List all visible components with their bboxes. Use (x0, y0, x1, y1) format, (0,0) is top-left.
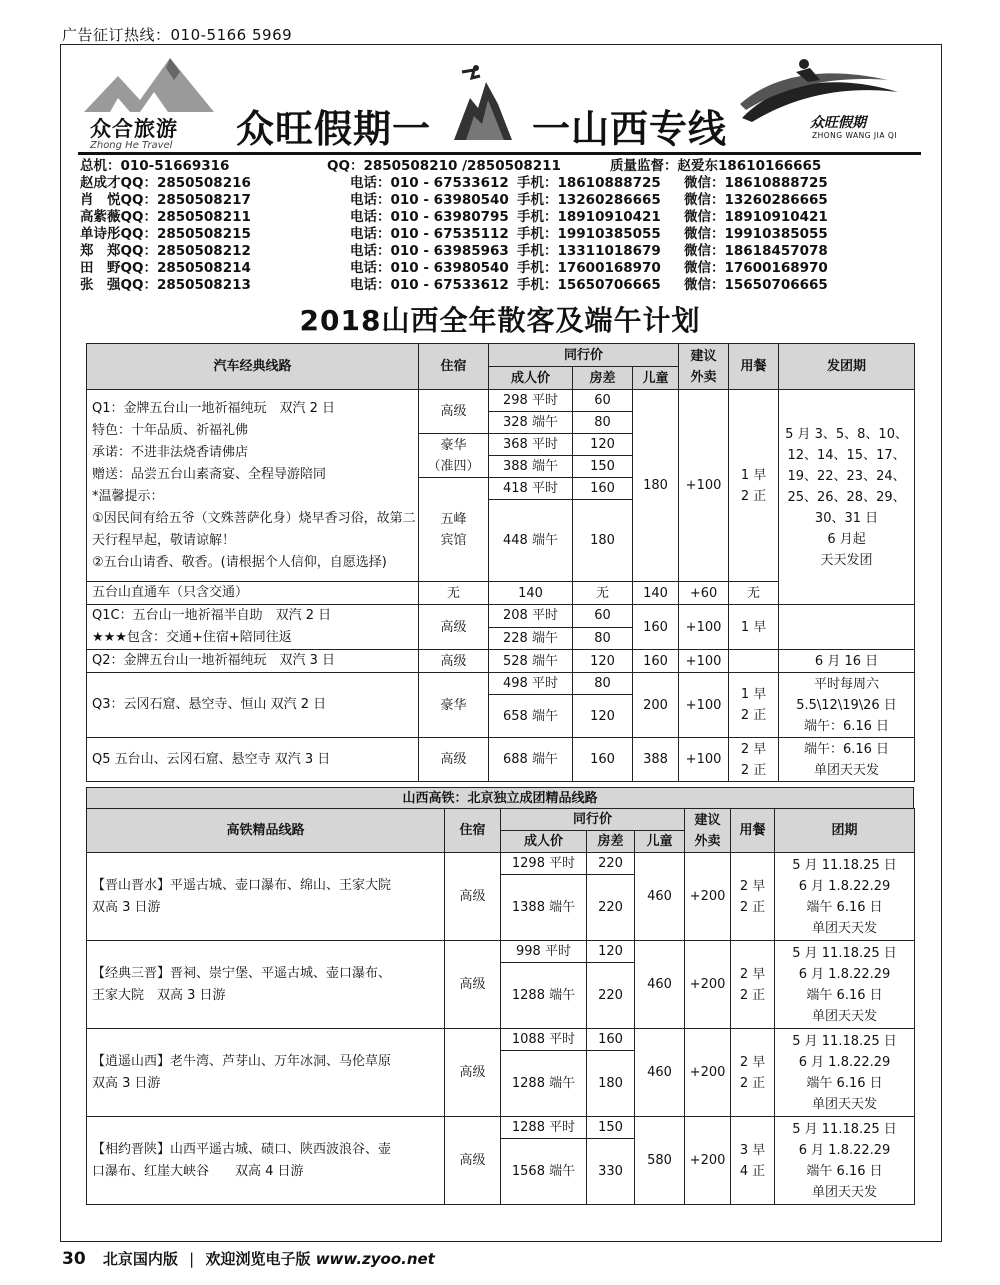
col-suggest-header: 建议 外卖 (679, 344, 729, 390)
brand-left-name: 众合旅游 (90, 117, 178, 141)
q2-room: 120 (573, 650, 633, 673)
col-route-header: 高铁精品线路 (87, 809, 445, 853)
room-cell: 80 (573, 412, 633, 434)
contact-phone: 电话：010 - 63980540 (350, 192, 509, 208)
contact-wechat: 微信：18610888725 (684, 175, 828, 191)
col-adult-header: 成人价 (489, 367, 573, 390)
header-divider (78, 152, 921, 155)
main-qq: QQ：2850508210 /2850508211 (327, 158, 561, 174)
price-cell: 368 平时 (489, 434, 573, 456)
contact-mobile: 手机：19910385055 (517, 226, 661, 242)
rail-child: 460 (635, 1029, 685, 1117)
page-footer (62, 1248, 435, 1269)
q3-route: Q3：云冈石窟、悬空寺、恒山 双汽 2 日 (87, 673, 419, 738)
price-cell: 1288 平时 (501, 1117, 587, 1139)
rail-dates: 5 月 11.18.25 日 6 月 1.8.22.29 端午 6.16 日 单团天天发 (775, 853, 915, 941)
contact-phone: 电话：010 - 67533612 (350, 175, 509, 191)
room-cell: 60 (573, 390, 633, 412)
footer-separator: | (189, 1250, 195, 1268)
price-cell: 388 端午 (489, 456, 573, 478)
contact-row (80, 260, 920, 277)
q1-meal: 1 早 2 正 (729, 390, 779, 582)
rail-child: 460 (635, 941, 685, 1029)
rail-child: 460 (635, 853, 685, 941)
col-dates-header: 发团期 (779, 344, 915, 390)
q1-child: 180 (633, 390, 679, 582)
col-peer-price-header: 同行价 (501, 809, 685, 831)
room-cell: 150 (573, 456, 633, 478)
contact-wechat: 微信：17600168970 (684, 260, 828, 276)
room-cell: 150 (587, 1117, 635, 1139)
price-cell: 1298 平时 (501, 853, 587, 875)
rail-routes-table (86, 808, 915, 1205)
brand-left-en: Zhong He Travel (90, 140, 173, 151)
rail-suggest: +200 (685, 853, 731, 941)
bus-meal: 无 (729, 582, 779, 605)
contact-wechat: 微信：15650706665 (684, 277, 828, 293)
contact-row (80, 226, 920, 243)
switchboard: 总机：010-51669316 (80, 158, 230, 174)
contact-phone: 电话：010 - 67535112 (350, 226, 509, 242)
headline-part1: 众旺假期一 (236, 107, 432, 151)
q5-adult: 688 端午 (489, 738, 573, 782)
contact-wechat: 微信：13260286665 (684, 192, 828, 208)
price-cell: 1288 端午 (501, 1051, 587, 1117)
col-child-header: 儿童 (635, 831, 685, 853)
page-number: 30 (62, 1249, 86, 1269)
contact-row (80, 192, 920, 209)
contact-mobile: 手机：15650706665 (517, 277, 661, 293)
q3-child: 200 (633, 673, 679, 738)
room-cell: 160 (573, 478, 633, 500)
bus-room: 无 (573, 582, 633, 605)
contact-phone: 电话：010 - 63980795 (350, 209, 509, 225)
welcome-text: 欢迎浏览电子版 (205, 1250, 311, 1268)
room-cell: 180 (587, 1051, 635, 1117)
rail-route: 【逍遥山西】老牛湾、芦芽山、万年冰洞、马伦草原 双高 3 日游 (87, 1029, 445, 1117)
q3-meal: 1 早 2 正 (729, 673, 779, 738)
contact-mobile: 手机：18910910421 (517, 209, 661, 225)
q3-stay: 豪华 (419, 673, 489, 738)
col-adult-header: 成人价 (501, 831, 587, 853)
website-link[interactable]: www.zyoo.net (315, 1250, 435, 1268)
rail-suggest: +200 (685, 1117, 731, 1205)
rail-meal: 3 早 4 正 (731, 1117, 775, 1205)
rail-child: 580 (635, 1117, 685, 1205)
rail-dates: 5 月 11.18.25 日 6 月 1.8.22.29 端午 6.16 日 单团天天发 (775, 1117, 915, 1205)
room-cell: 220 (587, 875, 635, 941)
col-peer-price-header: 同行价 (489, 344, 679, 367)
col-suggest-header: 建议 外卖 (685, 809, 731, 853)
col-stay-header: 住宿 (419, 344, 489, 390)
page-title: 2018山西全年散客及端午计划 (299, 304, 701, 337)
ad-hotline: 广告征订热线：010-5166 5969 (62, 26, 293, 44)
q5-dates: 端午：6.16 日 单团天天发 (779, 738, 915, 782)
bus-adult: 140 (489, 582, 573, 605)
col-meal-header: 用餐 (729, 344, 779, 390)
q5-stay: 高级 (419, 738, 489, 782)
bus-suggest: +60 (679, 582, 729, 605)
room-cell: 60 (573, 605, 633, 628)
bus-stay: 无 (419, 582, 489, 605)
rail-meal: 2 早 2 正 (731, 1029, 775, 1117)
price-cell: 418 平时 (489, 478, 573, 500)
contact-row (80, 277, 920, 294)
q3-suggest: +100 (679, 673, 729, 738)
price-cell: 1568 端午 (501, 1139, 587, 1205)
bus-child: 140 (633, 582, 679, 605)
rail-dates: 5 月 11.18.25 日 6 月 1.8.22.29 端午 6.16 日 单团天天发 (775, 941, 915, 1029)
contact-wechat: 微信：19910385055 (684, 226, 828, 242)
room-cell: 160 (587, 1029, 635, 1051)
rail-stay: 高级 (445, 853, 501, 941)
contact-block (80, 158, 920, 294)
rail-suggest: +200 (685, 1029, 731, 1117)
price-cell: 658 端午 (489, 695, 573, 738)
contact-mobile: 手机：13311018679 (517, 243, 661, 259)
contact-phone: 电话：010 - 67533612 (350, 277, 509, 293)
rail-meal: 2 早 2 正 (731, 941, 775, 1029)
contact-wechat: 微信：18618457078 (684, 243, 828, 259)
q5-child: 388 (633, 738, 679, 782)
bus-route: 五台山直通车（只含交通） (87, 582, 419, 605)
q1c-stay: 高级 (419, 605, 489, 650)
price-cell: 208 平时 (489, 605, 573, 628)
contact-phone: 电话：010 - 63985963 (350, 243, 509, 259)
col-dates-header: 团期 (775, 809, 915, 853)
room-cell: 220 (587, 853, 635, 875)
q5-room: 160 (573, 738, 633, 782)
price-cell: 448 端午 (489, 500, 573, 582)
q1c-suggest: +100 (679, 605, 729, 650)
q2-dates: 6 月 16 日 (779, 650, 915, 673)
rail-route: 【经典三晋】晋祠、崇宁堡、平遥古城、壶口瀑布、 王家大院 双高 3 日游 (87, 941, 445, 1029)
room-cell: 330 (587, 1139, 635, 1205)
col-room-header: 房差 (573, 367, 633, 390)
col-stay-header: 住宿 (445, 809, 501, 853)
contact-row (80, 175, 920, 192)
col-route-header: 汽车经典线路 (87, 344, 419, 390)
contact-row (80, 243, 920, 260)
rail-stay: 高级 (445, 1117, 501, 1205)
room-cell: 80 (573, 627, 633, 650)
price-cell: 498 平时 (489, 673, 573, 695)
rail-suggest: +200 (685, 941, 731, 1029)
rail-stay: 高级 (445, 941, 501, 1029)
quality-supervisor: 质量监督：赵爱东18610166665 (610, 158, 822, 174)
contact-qq: 田 野QQ：2850508214 (80, 260, 251, 276)
q1-suggest: +100 (679, 390, 729, 582)
mountain-logo-icon (80, 56, 220, 116)
rail-route: 【晋山晋水】平遥古城、壶口瀑布、绵山、王家大院 双高 3 日游 (87, 853, 445, 941)
rail-band-title: 山西高铁：北京独立成团精品线路 (87, 788, 914, 810)
contact-qq: 单诗彤QQ：2850508215 (80, 226, 251, 242)
rail-dates: 5 月 11.18.25 日 6 月 1.8.22.29 端午 6.16 日 单团天天发 (775, 1029, 915, 1117)
contact-qq: 肖 悦QQ：2850508217 (80, 192, 251, 208)
q1c-description: Q1C：五台山一地祈福半自助 双汽 2 日 ★★★包含：交通+住宿+陪同往返 (87, 605, 419, 650)
q1-stay-b: 豪华 （准四） (419, 434, 489, 478)
q5-route: Q5 五台山、云冈石窟、悬空寺 双汽 3 日 (87, 738, 419, 782)
col-child-header: 儿童 (633, 367, 679, 390)
brand-right-name: 众旺假期 (810, 115, 866, 131)
price-cell: 1288 端午 (501, 963, 587, 1029)
room-cell: 120 (587, 941, 635, 963)
contact-mobile: 手机：13260286665 (517, 192, 661, 208)
q1c-dates (779, 605, 915, 650)
rail-stay: 高级 (445, 1029, 501, 1117)
col-meal-header: 用餐 (731, 809, 775, 853)
price-cell: 1388 端午 (501, 875, 587, 941)
contact-qq: 张 强QQ：2850508213 (80, 277, 251, 293)
brand-right-en: ZHONG WANG JIA QI (812, 131, 897, 140)
q1-dates: 5 月 3、5、8、10、 12、14、15、17、 19、22、23、24、 25、26、28、29、 30、31 日 6 月起 天天发团 (779, 390, 915, 605)
q2-route: Q2：金牌五台山一地祈福纯玩 双汽 3 日 (87, 650, 419, 673)
contact-phone: 电话：010 - 63980540 (350, 260, 509, 276)
rail-route: 【相约晋陕】山西平遥古城、碛口、陕西波浪谷、壶 口瀑布、红崖大峡谷 双高 4 日游 (87, 1117, 445, 1205)
q1-stay-c: 五峰 宾馆 (419, 478, 489, 582)
q1c-child: 160 (633, 605, 679, 650)
price-cell: 1088 平时 (501, 1029, 587, 1051)
bus-routes-table (86, 343, 915, 782)
room-cell: 180 (573, 500, 633, 582)
q1-stay-a: 高级 (419, 390, 489, 434)
contact-mobile: 手机：17600168970 (517, 260, 661, 276)
q2-child: 160 (633, 650, 679, 673)
q5-meal: 2 早 2 正 (729, 738, 779, 782)
room-cell: 220 (587, 963, 635, 1029)
contact-qq: 郑 郑QQ：2850508212 (80, 243, 251, 259)
contact-row-top (80, 158, 920, 175)
contact-row (80, 209, 920, 226)
col-room-header: 房差 (587, 831, 635, 853)
rail-meal: 2 早 2 正 (731, 853, 775, 941)
q2-meal (729, 650, 779, 673)
q1c-meal: 1 早 (729, 605, 779, 650)
q2-suggest: +100 (679, 650, 729, 673)
headline-part2: 一山西专线 (532, 107, 728, 151)
mountain-figure-icon (448, 64, 518, 142)
room-cell: 120 (573, 434, 633, 456)
room-cell: 80 (573, 673, 633, 695)
q3-dates: 平时每周六 5.5\12\19\26 日 端午：6.16 日 (779, 673, 915, 738)
contact-wechat: 微信：18910910421 (684, 209, 828, 225)
q2-stay: 高级 (419, 650, 489, 673)
price-cell: 998 平时 (501, 941, 587, 963)
price-cell: 298 平时 (489, 390, 573, 412)
contact-mobile: 手机：18610888725 (517, 175, 661, 191)
q1-description: Q1：金牌五台山一地祈福纯玩 双汽 2 日 特色：十年品质、祈福礼佛 承诺：不进非法烧香请佛店 赠送：品尝五台山素斋宴、全程导游陪同 *温馨提示： ①因民间有给五爷（文殊菩萨化身）烧早香习俗，故第二天行程早起，敬请谅解！ ②五台山请香、敬香。(请根据个人信仰，自愿选择) (87, 390, 419, 582)
rail-band (86, 787, 914, 810)
contact-qq: 高紫薇QQ：2850508211 (80, 209, 251, 225)
room-cell: 120 (573, 695, 633, 738)
q2-adult: 528 端午 (489, 650, 573, 673)
edition-label: 北京国内版 (102, 1250, 178, 1268)
price-cell: 328 端午 (489, 412, 573, 434)
contact-qq: 赵成才QQ：2850508216 (80, 175, 251, 191)
q5-suggest: +100 (679, 738, 729, 782)
price-cell: 228 端午 (489, 627, 573, 650)
